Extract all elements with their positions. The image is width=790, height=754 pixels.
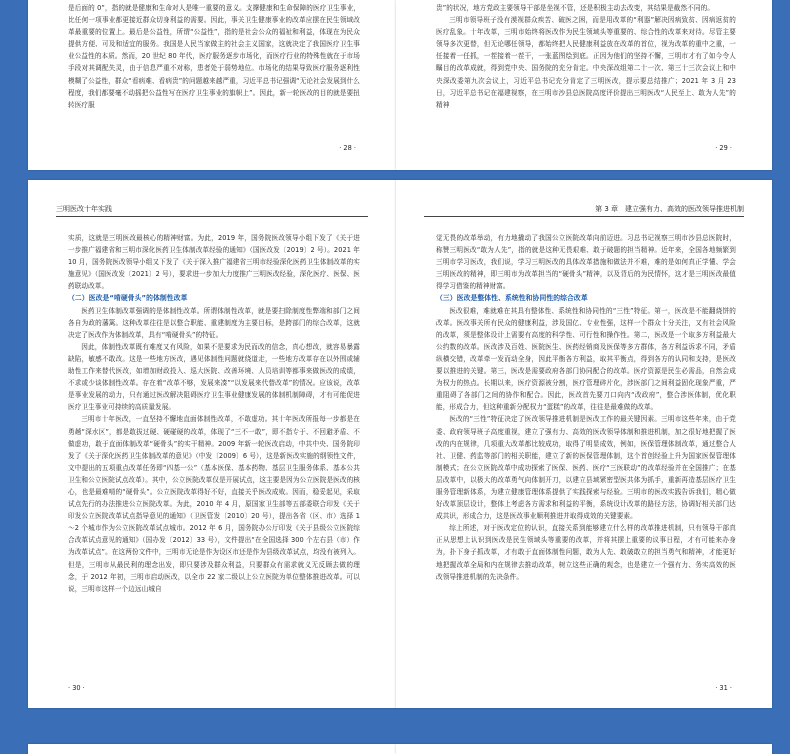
page-32-partial xyxy=(28,744,396,754)
page-29-body xyxy=(436,2,736,111)
page-31 xyxy=(396,180,772,708)
page-28-body xyxy=(68,2,360,111)
page-30-body xyxy=(68,232,360,595)
paragraph: 因此，体制性改革既有难度又有风险，如果不是要求为民而改的信念，真心想改，就容易暴露缺陷，敏感不敢改。这是一些地方医改，遇见体制性问题就绕道走，一些地方改革存在以外围或辅助性工作来替代医改，如增加财政投入、巡大医院、改善环境、人员培训等都事来做医改的成绩，不求或少谈体制性改革。存在着“改革不够，发展来凑”“以发展来代替改革”的情况。应该说，改革是事业发展的动力，只有通过医改解决阻碍医疗卫生事业健康发展的体制机制障碍，才有可能促进医疗卫生事业可持续的高质量发展。 xyxy=(68,342,360,412)
paragraph: 觉无畏的改革举动，有力地撬动了我国公立医院改革向前迈进。习总书记视察三明市沙县总医院时，称赞三明医改“敢为人先”，指的就是这种无畏艰难、敢于破题的担当精神。近年来，全国各地频繁到三明市学习医改，我们说，学习三明医改的具体改革措施和做法并不难，难的是如何真正学懂、学会三明医改的精神，即三明市为改革担当的“硬骨头”精神，以及背后的为民情怀，这才是三明医改最值得学习借鉴的精神财富。 xyxy=(436,234,736,291)
paragraph: 实质，这就是三明医改最核心的精神财富。为此，2019 年，国务院医改领导小组下发了《关于进一步推广福建省和三明市深化医药卫生体制改革经验的通知》（国医改发〔2019〕2 号）。2021 年 10 月，国务院医改领导小组又下发了《关于深入推广福建省三明市经验深化医药卫生体制改革的实施意见》（国医改发〔2021〕2 号），要求进一步加大力度推广三明医改经验，深化医疗、医保、医药联动改革。 xyxy=(68,234,360,291)
page-number: · 31 · xyxy=(715,684,732,692)
page-33-partial xyxy=(396,744,772,754)
paragraph: 医药卫生体制改革强调的是体制性改革。所谓体制性改革，就是要扫除制度性弊端和部门之间各自为政的藩篱。这种改革往往是以整合职能、重建制度为主要目标，是跨部门的综合改革，这就决定了医改作为体制改革，具有“啃硬骨头”的特征。 xyxy=(68,306,360,339)
section-heading: （三）医改是整体性、系统性和协同性的综合改革 xyxy=(436,294,588,303)
header-rule xyxy=(56,216,368,217)
running-header: 三明医改十年实践 xyxy=(56,205,112,213)
paragraph: 三明市十年医改，一直坚持不懈地直面体制性改革，不敢虚功。其十年医改所报每一步都是在勇趟“深水区”，都是敢拔过硬、硬碰硬的改革，体现了“三不一敢”，即不指专于、不回避矛盾、不做虚功，敢于直面体制改革“硬骨头”的实干精神。2009 年新一轮医改启动，中共中央、国务院印发了《关于深化医药卫生体制改革的意见》（中发〔2009〕6 号），这是新医改实施的纲领性文件，文中提出的五项重点改革任务即“四基一公”（基本医保、基本药物、基层卫生服务体系、基本公共卫生和公立医院试点改革）。其中，公立医院改革仅是开展试点，这主要是因为公立医院是医改的核心，也是最难啃的“硬骨头”。公立医院改革得好不好，直接关乎医改成败。因而，稳妥起见，采取试点先行的办法推进公立医院改革。为此，2010 年 4 月，原国家卫生部等五部委联合印发《关于印发公立医院改革试点指导意见的通知》（卫医管发〔2010〕20 号），提出各省（区、市）选择 1～2 个城市作为公立医院改革试点城市。2012 年 6 月，国务院办公厅印发《关于县级公立医院综合改革试点意见的通知》（国办发〔2012〕33 号），文件提出“在全国选择 300 个左右县（市）作为改革试点”。在这两份文件中，三明市无论是作为设区市还是作为县级改革试点，均没有被列入。但是，三明市从最民利的理念出发，即只要涉及群众利益，只要群众有需求就义无反顾去做的理念，于 2012 年初，三明市启动医改，以全市 22 家二级以上公立医院为单位整体推进改革。可以说，三明市这样一个边远山城自 xyxy=(68,415,360,593)
page-30 xyxy=(28,180,396,708)
running-header: 第 3 章 建立强有力、高效的医改领导推进机制 xyxy=(595,205,744,213)
paragraph: 综上所述，对于医改定位的认识，直接关系到能够建立什么样的改革推进机制，只有领导干部真正从思想上认识到医改是民生领域头等重要的改革，并将其摆上重要的议事日程，才有可能来办身为，扑下身子抓改革，才有敢于直面体制性问题，敢为人先、敢破敢立的担当勇气和精神，才能更好地把握改革全局和内在规律去推动改革，树立这些正确的观念，也是建立一个强有力、务实高效的医改领导推进机制的先决条件。 xyxy=(436,524,736,581)
header-rule xyxy=(424,216,744,217)
page-number: · 29 · xyxy=(715,144,732,152)
page-31-body xyxy=(436,232,736,583)
paragraph: 三明市领导班子没有漠视群众疾苦、破医之困，而是用改革的“利器”解决因病致贫、因病返贫的医疗乱象。十年改革，三明市始终将医改作为民生领域头等重要的、综合性的改革来对待。尽管主要领导多次更替，但无论哪任领导，都始终把人民健康利益放在改革的首位，视为改革的重中之重，一任接着一任抓，一茬接着一茬干，一张蓝图绘到底。正因为他们的坚持不懈，三明市才有了如今令人瞩目的改革成就，得到党中央、国务院的充分肯定。中央深改组第二十一次、第三十三次会议上和中央深改委第九次会议上，习近平总书记充分肯定了三明医改，提示要总结推广；2021 年 3 月 23 日，习近平总书记在福建视察，在三明市沙县总医院高度评价提出三明医改“人民至上、敢为人先”的精神 xyxy=(436,16,736,109)
page-number: · 28 · xyxy=(339,144,356,152)
page-28 xyxy=(28,0,396,170)
paragraph: 贵”的状况，地方党政主要领导干部是坐视不管，还是积极主动去改变，其结果是截然不同的。 xyxy=(436,4,714,12)
paragraph: 是后面的 0”，指的就是健康和生命对人是唯一重要的意义。支撑健康和生命保障的医疗卫生事业，比任何一项事业都更接近群众切身利益的需要。因此，事关卫生健康事业的改革应摆在民生领域改革最重要的位置上。最后是公益性，所谓“公益性”，指的是社会公众的福祉和利益，体现在为民众提供方便、可及和适宜的服务。我国是人民当家做主的社会主义国家，这就决定了我国医疗卫生事业公益性的本质。然而，20 世纪 80 年代，医疗服务逐步市场化，而医疗行业的特殊性就在于市场手段对其调配失灵，由于信息严重不对称，患者处于弱势地位。市场化的结果导致医疗服务逐利性模糊了公益性，群众“看病难、看病贵”的问题越来越严重，习近平总书记强调“无论社会发展到什么程度，我们都要毫不动摇把公益性写在医疗卫生事业的旗帜上”。因此，新一轮医改的目的就是要扭转医疗服 xyxy=(68,4,360,109)
section-heading: （二）医改是“啃硬骨头”的体制性改革 xyxy=(68,294,188,303)
page-29 xyxy=(396,0,772,170)
page-number: · 30 · xyxy=(68,684,85,692)
paragraph: 医改的“三性”特征决定了医改领导推进机制是医改工作的最关键因素。三明市这些年来，由于党委、政府领导班子高度重视，建立了强有力、高效的医改领导体制和推进机制，加之很好地把握了医改的内在规律，几项重大改革都比较成功，取得了明显成效，例如，医保管理体制改革，通过整合人社、卫健、药监等部门的相关职能，建立了新的医保管理体制，这个首创经验上升为国家医保管理体制模式；在公立医院改革中成功探索了医保、医药、医疗“三医联动”的改革经验并在全国推广；在基层改革中，以极大的改革勇气向体制开刀，以建立县域紧密型医共体为抓手，重新再造基层医疗卫生服务管理新体系，为建立健康管理体系提供了实践探索与经验。三明市的医改实践告诉我们，精心做好改革顶层设计，整体上考虑各方需求和利益的平衡，系统设计改革的路径方法，协调好相关部门达成共识，形成合力，这是医改事业顺利推进并取得成效的关键要素。 xyxy=(436,415,736,521)
paragraph: 医改很难，难就难在其具有整体性、系统性和协同性的“三性”特征。第一，医改是不能翻烧饼的改革。医改事关所有民众的健康利益，涉及国亿、专业性强，这样一个群众十分关注，又有社会风险的改革，须是整体设计上需要有高度的科学性、可行性和操作性。第二，医改是一个取多方利益最大公约数的改革。医改涉及百姓、医院医生、医药经销商及医保等多方群体，各方利益诉求不同，矛盾纵横交错，改革牵一发而动全身，因此平衡各方利益，取其平衡点，得到各方的认同和支持，是医改要以推进的关键。第三，医改是需要政府各部门协同配合的改革。医疗资源是民生必需品，自然会成为权力的热点。长期以来，医疗资源被分割，医疗管理碎片化，涉医部门之间利益固化现象严重，严重阻碍了各部门之间的协作和配合。因此，医改首先要刀口向内“改政府”，整合涉医体制，优化职能，形成合力，但这种重新分配权力“蛋糕”的改革，往往是最难做的改革。 xyxy=(436,306,736,412)
